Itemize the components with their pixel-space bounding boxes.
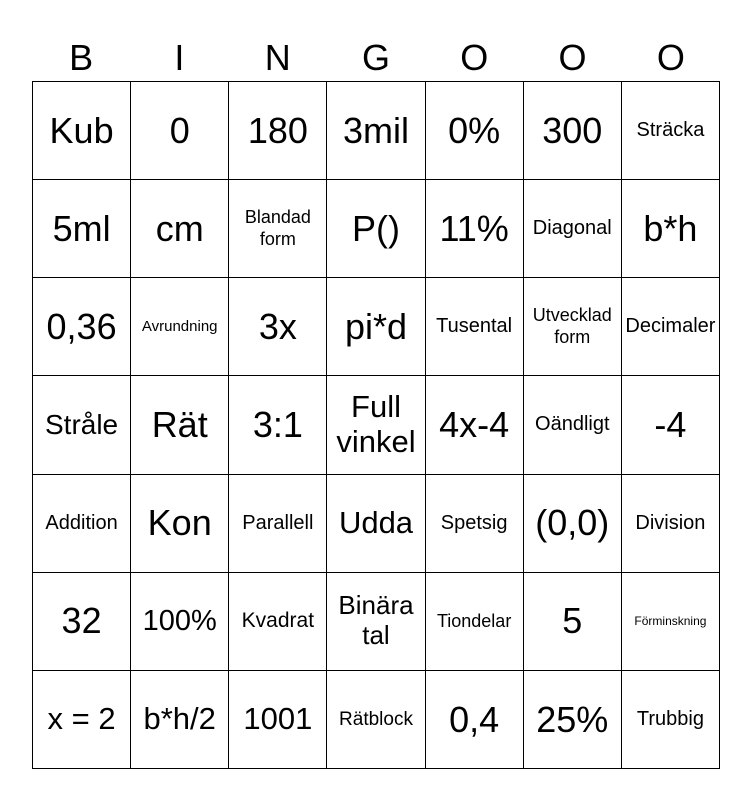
bingo-cell[interactable]: 1001	[229, 671, 327, 769]
bingo-cell[interactable]: 300	[524, 82, 622, 180]
header-letter-g: G	[361, 37, 390, 78]
bingo-cell[interactable]: Utvecklad form	[524, 278, 622, 376]
bingo-cell[interactable]: Diagonal	[524, 180, 622, 278]
bingo-cell[interactable]: 3x	[229, 278, 327, 376]
bingo-cell[interactable]: (0,0)	[524, 475, 622, 573]
bingo-cell[interactable]: b*h/2	[131, 671, 229, 769]
header-letter-i: I	[174, 37, 185, 78]
bingo-cell[interactable]: Full vinkel	[327, 376, 425, 474]
bingo-cell[interactable]: 180	[229, 82, 327, 180]
bingo-cell[interactable]: 0,4	[426, 671, 524, 769]
bingo-cell[interactable]: Kon	[131, 475, 229, 573]
bingo-cell[interactable]: Udda	[327, 475, 425, 573]
bingo-cell[interactable]: Förminskning	[622, 573, 720, 671]
bingo-cell[interactable]: Rätblock	[327, 671, 425, 769]
bingo-cell[interactable]: b*h	[622, 180, 720, 278]
bingo-cell[interactable]: Binära tal	[327, 573, 425, 671]
bingo-cell[interactable]: Rät	[131, 376, 229, 474]
bingo-cell[interactable]: Oändligt	[524, 376, 622, 474]
bingo-cell[interactable]: Sträcka	[622, 82, 720, 180]
bingo-cell[interactable]: Kvadrat	[229, 573, 327, 671]
bingo-cell[interactable]: Kub	[33, 82, 131, 180]
bingo-cell[interactable]: 32	[33, 573, 131, 671]
bingo-cell[interactable]: 3mil	[327, 82, 425, 180]
bingo-cell[interactable]: P()	[327, 180, 425, 278]
bingo-cell[interactable]: 4x-4	[426, 376, 524, 474]
bingo-cell[interactable]: 100%	[131, 573, 229, 671]
bingo-cell[interactable]: 11%	[426, 180, 524, 278]
header-letter-o-2: O	[558, 37, 587, 78]
header-letter-b: B	[69, 37, 94, 78]
bingo-cell[interactable]: Blandad form	[229, 180, 327, 278]
bingo-cell[interactable]: Division	[622, 475, 720, 573]
bingo-cell[interactable]: 0%	[426, 82, 524, 180]
bingo-header	[32, 34, 720, 82]
bingo-cell[interactable]: Parallell	[229, 475, 327, 573]
bingo-cell[interactable]: Stråle	[33, 376, 131, 474]
header-letter-o-1: O	[460, 37, 489, 78]
bingo-cell[interactable]: 5ml	[33, 180, 131, 278]
bingo-card-grid	[32, 81, 720, 769]
bingo-cell[interactable]: 5	[524, 573, 622, 671]
bingo-cell[interactable]: 25%	[524, 671, 622, 769]
bingo-cell[interactable]: Addition	[33, 475, 131, 573]
bingo-cell[interactable]: Tusental	[426, 278, 524, 376]
bingo-cell[interactable]: cm	[131, 180, 229, 278]
bingo-cell[interactable]: 3:1	[229, 376, 327, 474]
bingo-cell[interactable]: 0,36	[33, 278, 131, 376]
bingo-cell[interactable]: Trubbig	[622, 671, 720, 769]
bingo-cell[interactable]: -4	[622, 376, 720, 474]
bingo-cell[interactable]: pi*d	[327, 278, 425, 376]
bingo-cell[interactable]: Avrundning	[131, 278, 229, 376]
bingo-cell[interactable]: Tiondelar	[426, 573, 524, 671]
bingo-cell[interactable]: Decimaler	[622, 278, 720, 376]
bingo-cell[interactable]: Spetsig	[426, 475, 524, 573]
header-letter-n: N	[264, 37, 291, 78]
header-letter-o-3: O	[656, 37, 685, 78]
bingo-cell[interactable]: 0	[131, 82, 229, 180]
bingo-cell[interactable]: x = 2	[33, 671, 131, 769]
